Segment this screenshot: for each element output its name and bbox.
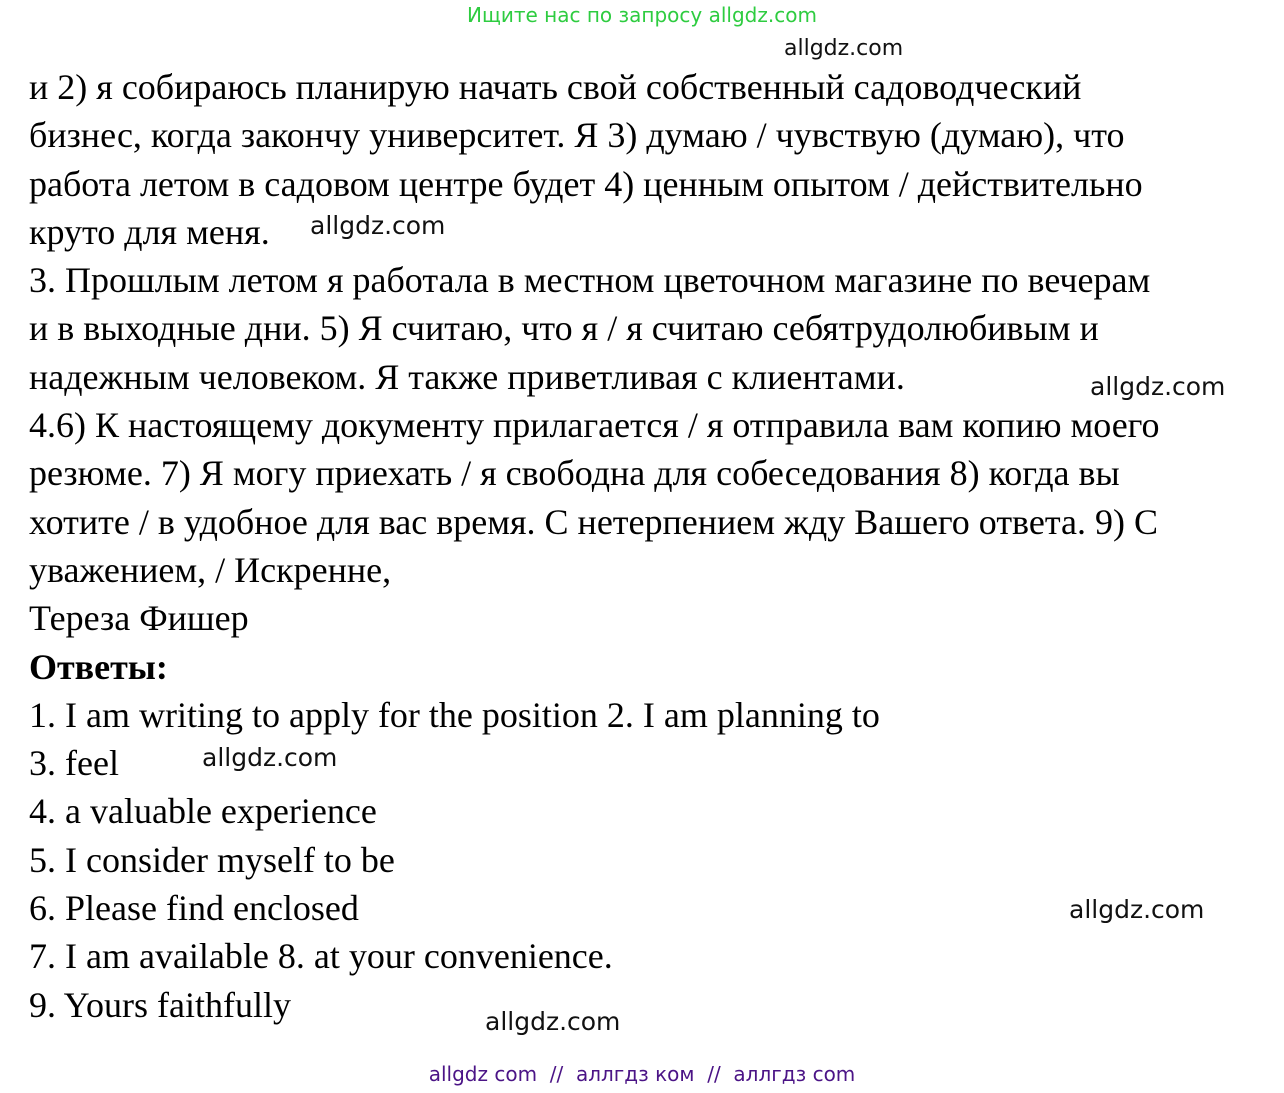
letter-line: 3. Прошлым летом я работала в местном цветочном магазине по вечерам (29, 260, 1151, 301)
signature: Тереза Фишер (29, 598, 249, 639)
letter-line: 4.6) К настоящему документу прилагается / я отправила вам копию моего (29, 405, 1160, 446)
answer-item: 5. I consider myself to be (29, 839, 395, 880)
letter-line: и 2) я собираюсь планирую начать свой собственный садоводческий (29, 67, 1082, 107)
letter-line: и в выходные дни. 5) Я считаю, что я / я считаю себятрудолюбивым и (29, 308, 1099, 349)
answer-item: 3. feel (29, 743, 119, 784)
watermark: allgdz.com (784, 36, 904, 61)
watermark: allgdz.com (1090, 372, 1226, 401)
document-body (29, 63, 1269, 1029)
letter-line: резюме. 7) Я могу приехать / я свободна для собеседования 8) когда вы (29, 453, 1120, 494)
watermark: allgdz.com (202, 743, 338, 772)
answer-item: 7. I am available 8. at your convenience. (29, 936, 613, 977)
footer-links: allgdz com // аллгдз ком // аллгдз com (428, 1062, 856, 1086)
answer-item: 9. Yours faithfully (29, 984, 292, 1025)
answer-item: 4. a valuable experience (29, 791, 377, 832)
watermark: allgdz.com (1069, 895, 1205, 924)
search-banner: Ищите нас по запросу allgdz.com (467, 3, 817, 27)
answers-heading: Ответы: (29, 646, 168, 687)
letter-line: уважением, / Искренне, (29, 549, 392, 590)
letter-line: работа летом в садовом центре будет 4) ценным опытом / действительно (29, 163, 1143, 204)
letter-line: бизнес, когда закончу университет. Я 3) думаю / чувствую (думаю), что (29, 115, 1125, 156)
letter-line: хотите / в удобное для вас время. С нетерпением жду Вашего ответа. 9) С (29, 501, 1158, 542)
letter-line: надежным человеком. Я также приветливая с клиентами. (29, 356, 905, 397)
letter-line: круто для меня. (29, 211, 270, 252)
watermark: allgdz.com (485, 1007, 621, 1036)
answer-item: 6. Please find enclosed (29, 888, 359, 929)
watermark: allgdz.com (310, 211, 446, 240)
answer-item: 1. I am writing to apply for the position 2. I am planning to (29, 694, 880, 735)
